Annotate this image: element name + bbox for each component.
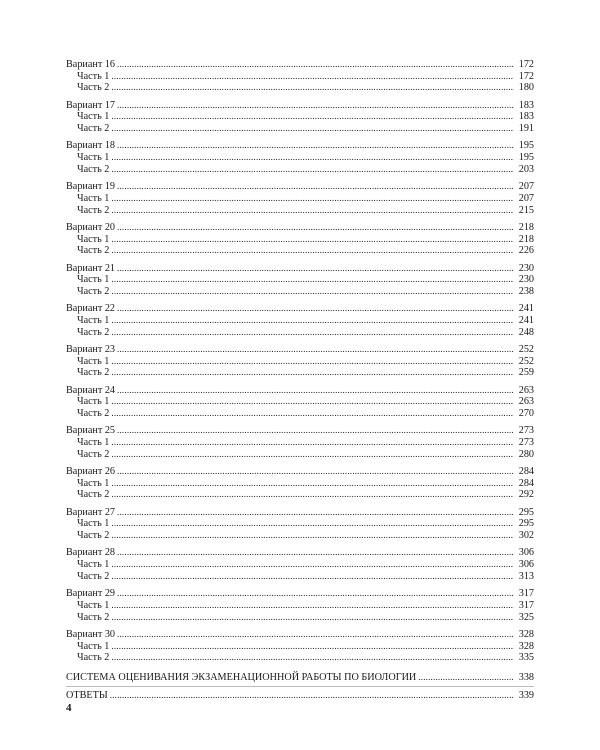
toc-entry-page: 218 [518, 221, 534, 233]
leader-dots [111, 367, 514, 379]
toc-entry-label: Вариант 29 [66, 588, 116, 600]
toc-variant-block [66, 100, 534, 135]
toc-entry-page: 328 [518, 628, 534, 640]
toc-entry-page: 339 [518, 689, 534, 701]
toc-entry-variant[interactable] [66, 59, 534, 71]
leader-dots [111, 193, 514, 205]
toc-entry-label: Часть 2 [77, 245, 110, 257]
leader-dots [111, 641, 514, 653]
toc-entry-page: 248 [518, 326, 534, 338]
leader-dots [117, 100, 514, 112]
toc-entry-page: 183 [518, 99, 534, 111]
leader-dots [111, 71, 514, 83]
toc-entry-page: 306 [518, 559, 534, 571]
toc-variant-block [66, 303, 534, 338]
toc-entry-label: ОТВЕТЫ [66, 689, 108, 701]
leader-dots [111, 205, 514, 217]
leader-dots [111, 274, 514, 286]
toc-entry-page: 263 [518, 384, 534, 396]
leader-dots [110, 688, 514, 703]
toc-entry-page: 273 [518, 437, 534, 449]
toc-entry-label: Вариант 27 [66, 506, 116, 518]
toc-entry-page: 317 [518, 599, 534, 611]
toc-entry-page: 328 [518, 640, 534, 652]
toc-entry-page: 230 [518, 274, 534, 286]
toc-entry-part-1[interactable] [66, 152, 534, 164]
toc-entry-part-1[interactable] [66, 234, 534, 246]
toc-entry-variant[interactable] [66, 425, 534, 437]
toc-entry-label: Часть 1 [77, 355, 110, 367]
toc-entry-label: Вариант 25 [66, 425, 116, 437]
toc-entry-label: Вариант 30 [66, 628, 116, 640]
toc-entry-variant[interactable] [66, 547, 534, 559]
toc-entry-part-2[interactable] [66, 82, 534, 94]
toc-entry-page: 295 [518, 506, 534, 518]
toc-entry-variant[interactable] [66, 100, 534, 112]
toc-entry-part-1[interactable] [66, 315, 534, 327]
toc-entry-page: 302 [518, 530, 534, 542]
toc-entry-part-1[interactable] [66, 559, 534, 571]
leader-dots [117, 140, 514, 152]
variant-list [66, 59, 534, 664]
toc-entry-page: 280 [518, 448, 534, 460]
toc-entry-part-1[interactable] [66, 641, 534, 653]
toc-entry-part-2[interactable] [66, 367, 534, 379]
leader-dots [111, 152, 514, 164]
toc-entry-page: 313 [518, 570, 534, 582]
toc-entry-page: 338 [518, 671, 534, 683]
toc-entry-page: 270 [518, 408, 534, 420]
toc-entry-label: Вариант 22 [66, 303, 116, 315]
toc-entry-variant[interactable] [66, 181, 534, 193]
leader-dots [117, 588, 514, 600]
toc-entry-page: 180 [518, 82, 534, 94]
toc-entry-part-1[interactable] [66, 71, 534, 83]
leader-dots [418, 670, 514, 685]
toc-entry-part-2[interactable] [66, 286, 534, 298]
toc-entry-page: 284 [518, 466, 534, 478]
toc-entry-label: Часть 2 [77, 489, 110, 501]
toc-entry-page: 295 [518, 518, 534, 530]
leader-dots [111, 408, 514, 420]
leader-dots [117, 629, 514, 641]
toc-entry-part-2[interactable] [66, 652, 534, 664]
toc-entry-label: Часть 2 [77, 326, 110, 338]
leader-dots [117, 222, 514, 234]
toc-variant-block [66, 466, 534, 501]
toc-variant-block [66, 344, 534, 379]
leader-dots [111, 612, 514, 624]
toc-entry-part-2[interactable] [66, 123, 534, 135]
toc-variant-block [66, 181, 534, 216]
toc-variant-block [66, 385, 534, 420]
leader-dots [117, 263, 514, 275]
toc-entry-part-1[interactable] [66, 600, 534, 612]
toc-entry-part-2[interactable] [66, 408, 534, 420]
toc-entry-page: 252 [518, 355, 534, 367]
toc-entry-label: Часть 1 [77, 111, 110, 123]
leader-dots [111, 245, 514, 257]
toc-entry-page: 263 [518, 396, 534, 408]
toc-entry-part-1[interactable] [66, 193, 534, 205]
toc-entry-page: 226 [518, 245, 534, 257]
toc-entry-label: Часть 2 [77, 204, 110, 216]
toc-variant-block [66, 588, 534, 623]
toc-entry-part-2[interactable] [66, 164, 534, 176]
toc-entry-page: 207 [518, 181, 534, 193]
leader-dots [117, 181, 514, 193]
toc-entry-part-1[interactable] [66, 396, 534, 408]
toc-entry-part-2[interactable] [66, 205, 534, 217]
toc-entry-variant[interactable] [66, 629, 534, 641]
toc-entry-label: Часть 1 [77, 477, 110, 489]
toc-entry-label: Часть 2 [77, 163, 110, 175]
toc-entry-page: 252 [518, 343, 534, 355]
leader-dots [111, 234, 514, 246]
toc-entry-part-2[interactable] [66, 245, 534, 257]
toc-entry-label: Часть 1 [77, 518, 110, 530]
toc-entry-part-2[interactable] [66, 571, 534, 583]
toc-entry-part-1[interactable] [66, 356, 534, 368]
toc-entry-page: 215 [518, 204, 534, 216]
toc-entry-label: Часть 2 [77, 448, 110, 460]
toc-entry-variant[interactable] [66, 466, 534, 478]
toc-entry-label: Часть 1 [77, 437, 110, 449]
leader-dots [111, 518, 514, 530]
leader-dots [111, 327, 514, 339]
toc-entry-label: Часть 1 [77, 396, 110, 408]
toc-entry-variant[interactable] [66, 303, 534, 315]
leader-dots [111, 478, 514, 490]
toc-entry-page: 238 [518, 285, 534, 297]
toc-entry-grading[interactable] [66, 670, 534, 685]
toc-variant-block [66, 263, 534, 298]
leader-dots [111, 164, 514, 176]
toc-entry-label: Вариант 21 [66, 262, 116, 274]
leader-dots [111, 652, 514, 664]
toc-entry-page: 172 [518, 70, 534, 82]
toc-entry-label: Часть 2 [77, 367, 110, 379]
toc-entry-page: 284 [518, 477, 534, 489]
final-entries [66, 670, 534, 703]
toc-entry-page: 259 [518, 367, 534, 379]
toc-entry-label: Часть 1 [77, 559, 110, 571]
toc-entry-page: 241 [518, 303, 534, 315]
toc-entry-label: Часть 1 [77, 274, 110, 286]
leader-dots [111, 111, 514, 123]
toc-variant-block [66, 222, 534, 257]
toc-entry-page: 195 [518, 152, 534, 164]
page-number: 4 [66, 702, 72, 714]
toc-entry-label: Вариант 28 [66, 547, 116, 559]
leader-dots [117, 466, 514, 478]
toc-entry-part-1[interactable] [66, 518, 534, 530]
toc-variant-block [66, 547, 534, 582]
toc-entry-page: 195 [518, 140, 534, 152]
toc-entry-variant[interactable] [66, 507, 534, 519]
leader-dots [111, 437, 514, 449]
toc-entry-page: 230 [518, 262, 534, 274]
toc-entry-label: Часть 1 [77, 314, 110, 326]
toc-entry-page: 203 [518, 163, 534, 175]
toc-entry-label: Часть 1 [77, 152, 110, 164]
toc-entry-label: Вариант 18 [66, 140, 116, 152]
toc-entry-label: Часть 2 [77, 82, 110, 94]
toc-entry-page: 241 [518, 314, 534, 326]
toc-entry-page: 306 [518, 547, 534, 559]
leader-dots [111, 82, 514, 94]
toc-entry-page: 292 [518, 489, 534, 501]
toc-entry-label: Часть 2 [77, 285, 110, 297]
divider [66, 686, 534, 687]
toc-entry-label: Вариант 16 [66, 59, 116, 70]
toc-entry-label: Вариант 23 [66, 343, 116, 355]
leader-dots [117, 303, 514, 315]
toc-entry-page: 218 [518, 233, 534, 245]
toc-entry-label: Вариант 20 [66, 221, 116, 233]
toc-entry-label: Вариант 19 [66, 181, 116, 193]
leader-dots [111, 396, 514, 408]
toc-entry-part-1[interactable] [66, 478, 534, 490]
toc-entry-page: 335 [518, 652, 534, 664]
leader-dots [111, 449, 514, 461]
toc-entry-answers[interactable] [66, 688, 534, 703]
toc-entry-part-1[interactable] [66, 111, 534, 123]
leader-dots [111, 559, 514, 571]
leader-dots [111, 123, 514, 135]
toc-entry-part-2[interactable] [66, 489, 534, 501]
leader-dots [111, 530, 514, 542]
toc-entry-variant[interactable] [66, 344, 534, 356]
toc-entry-label: Часть 2 [77, 570, 110, 582]
toc-entry-part-1[interactable] [66, 274, 534, 286]
toc-entry-label: Часть 1 [77, 70, 110, 82]
toc-entry-part-1[interactable] [66, 437, 534, 449]
leader-dots [111, 571, 514, 583]
leader-dots [117, 344, 514, 356]
toc-entry-label: Часть 2 [77, 652, 110, 664]
toc-entry-label: Часть 2 [77, 123, 110, 135]
toc-entry-page: 191 [518, 123, 534, 135]
toc-entry-label: Часть 2 [77, 611, 110, 623]
table-of-contents [66, 59, 534, 703]
leader-dots [117, 547, 514, 559]
toc-entry-part-2[interactable] [66, 327, 534, 339]
toc-entry-part-2[interactable] [66, 530, 534, 542]
leader-dots [117, 425, 514, 437]
toc-entry-page: 325 [518, 611, 534, 623]
toc-entry-page: 172 [518, 59, 534, 70]
toc-variant-block [66, 507, 534, 542]
toc-entry-label: Часть 1 [77, 192, 110, 204]
toc-variant-block [66, 425, 534, 460]
toc-entry-page: 273 [518, 425, 534, 437]
leader-dots [111, 315, 514, 327]
leader-dots [117, 507, 514, 519]
leader-dots [117, 59, 514, 71]
toc-variant-block [66, 629, 534, 664]
toc-entry-variant[interactable] [66, 385, 534, 397]
toc-entry-part-2[interactable] [66, 612, 534, 624]
toc-entry-label: СИСТЕМА ОЦЕНИВАНИЯ ЭКЗАМЕНАЦИОННОЙ РАБОТЫ ПО БИОЛОГИИ [66, 671, 417, 683]
toc-entry-label: Часть 1 [77, 640, 110, 652]
toc-entry-variant[interactable] [66, 263, 534, 275]
toc-entry-label: Часть 1 [77, 599, 110, 611]
leader-dots [111, 489, 514, 501]
toc-entry-label: Вариант 26 [66, 466, 116, 478]
toc-entry-variant[interactable] [66, 140, 534, 152]
leader-dots [111, 600, 514, 612]
leader-dots [117, 385, 514, 397]
toc-entry-part-2[interactable] [66, 449, 534, 461]
toc-entry-label: Часть 2 [77, 530, 110, 542]
toc-variant-block [66, 140, 534, 175]
toc-entry-variant[interactable] [66, 588, 534, 600]
toc-entry-variant[interactable] [66, 222, 534, 234]
toc-entry-label: Вариант 24 [66, 384, 116, 396]
toc-entry-label: Вариант 17 [66, 99, 116, 111]
toc-entry-label: Часть 2 [77, 408, 110, 420]
toc-entry-page: 317 [518, 588, 534, 600]
toc-variant-block [66, 59, 534, 94]
leader-dots [111, 356, 514, 368]
toc-entry-page: 207 [518, 192, 534, 204]
toc-entry-page: 183 [518, 111, 534, 123]
leader-dots [111, 286, 514, 298]
toc-entry-label: Часть 1 [77, 233, 110, 245]
